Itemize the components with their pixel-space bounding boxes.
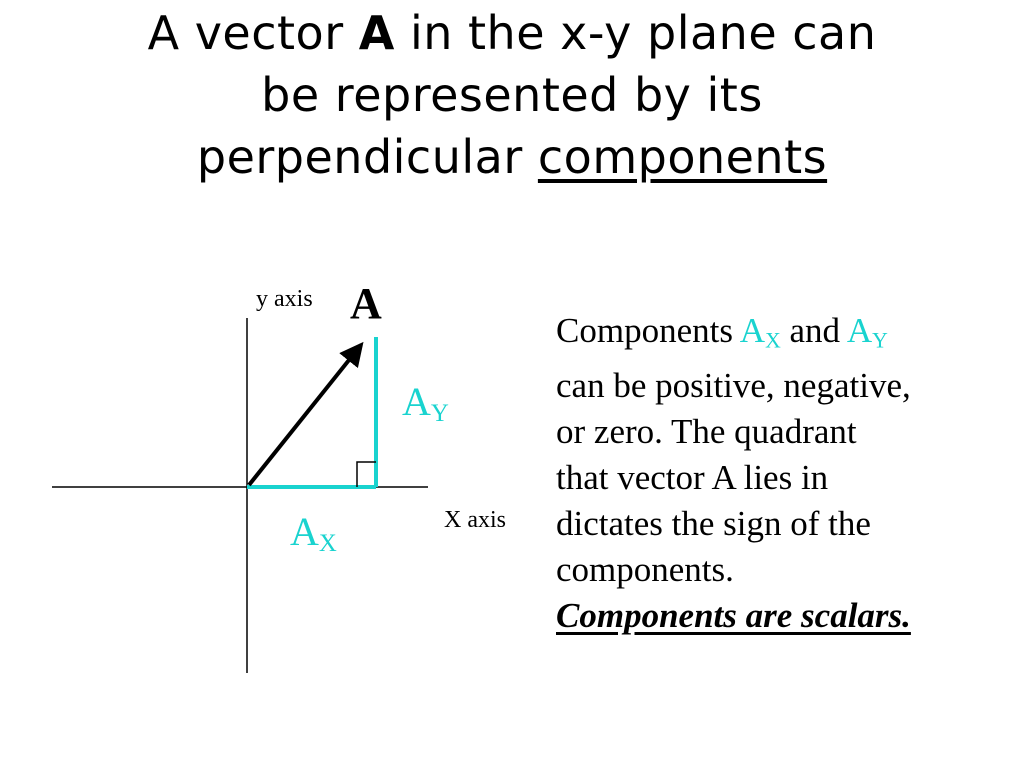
title-text: in the x-y plane can [394,6,877,60]
ay-main-letter: A [402,379,431,424]
ay-component-label [402,379,449,428]
ay-subscript: Y [430,400,449,428]
explanation-text [556,308,1024,639]
text-line-4: that vector A lies in [556,458,829,498]
text-line-6: components. [556,550,734,590]
text-line-2: can be positive, negative, [556,366,911,406]
title-text: A vector [147,6,359,60]
text-line-3: or zero. The quadrant [556,412,857,452]
vector-a-label: A [350,279,382,328]
text-fragment: Components [556,311,740,350]
ay-inline-subscript: Y [872,328,888,353]
ay-inline-letter: A [846,311,873,350]
ax-subscript: X [318,530,337,558]
ax-main-letter: A [290,509,319,554]
title-underlined-term: components [537,130,828,184]
ax-inline-letter: A [739,311,766,350]
y-axis-label: y axis [256,286,313,312]
title-line-2: be represented by its [261,68,763,122]
ax-component-label [290,509,337,558]
text-line-5: dictates the sign of the [556,504,871,544]
right-angle-marker [357,462,376,487]
title-vector-symbol: A [358,6,395,60]
x-axis-label: X axis [444,507,506,533]
ay-inline-symbol [846,311,888,353]
title-text: perpendicular [196,130,538,184]
text-fragment: and [780,311,847,350]
ax-inline-symbol [739,311,781,353]
ax-inline-subscript: X [765,328,781,353]
scalars-emphasis-line: Components are scalars. [556,596,911,636]
text-line-1 [556,308,1024,363]
vector-a-arrow [249,345,361,485]
